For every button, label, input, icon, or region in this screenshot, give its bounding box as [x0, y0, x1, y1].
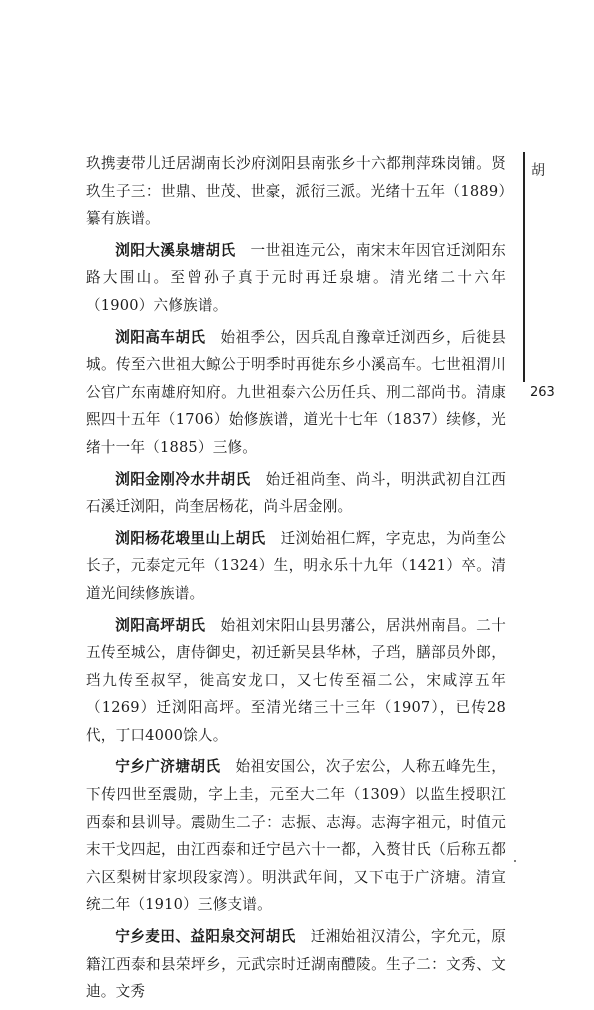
entry-heading: 宁乡麦田、益阳泉交河胡氏: [115, 928, 296, 946]
entry-heading: 浏阳大溪泉塘胡氏: [115, 241, 236, 259]
paragraph-text: 迁湘始祖汉清公，字允元，原籍江西泰和县荣坪乡，元武宗时迁湖南醴陵。生子二：文秀、文迪。文秀: [86, 928, 506, 1001]
entry-heading: 宁乡广济塘胡氏: [115, 758, 221, 776]
paragraph-text: 玖携妻带儿迁居湖南长沙府浏阳县南张乡十六都荆萍珠岗铺。贤玖生子三：世鼎、世茂、世豪，派衍三派。光绪十五年（1889）纂有族谱。: [86, 155, 506, 228]
paragraph-8: [86, 923, 506, 1006]
paragraph-5: [86, 525, 506, 608]
paragraph-4: [86, 466, 506, 521]
paragraph-6: [86, 612, 506, 750]
entry-heading: 浏阳金刚冷水井胡氏: [115, 470, 251, 488]
paragraph-text: 始祖刘宋阳山县男藩公，居洪州南昌。二十五传至城公，唐侍御史，初迁新吴县华林，子珰，膳部员外郎，珰九传至叔罕，徙高安龙口，又七传至福二公，宋咸淳五年（1269）迁浏阳高坪。至清光绪三十三年（1907），已传28代，丁口4000馀人。: [86, 616, 506, 744]
paragraph-text: 一世祖连元公，南宋末年因官迁浏阳东路大围山。至曾孙子真于元时再迁泉塘。清光绪二十六年（1900）六修族谱。: [86, 241, 506, 314]
paragraph-text: 始祖季公，因兵乱自豫章迁浏西乡，后徙县城。传至六世祖大鲸公于明季时再徙东乡小溪高车。七世祖渭川公官广东南雄府知府。九世祖泰六公历任兵、刑二部尚书。清康熙四十五年（1706）始修族谱，道光十七年（1837）续修，光绪十一年（1885）三修。: [86, 328, 506, 456]
page-number: 263: [530, 385, 555, 400]
paragraph-7: [86, 753, 506, 919]
body-text: [86, 150, 506, 1010]
section-tab-label: 胡: [531, 163, 545, 179]
entry-heading: 浏阳高坪胡氏: [115, 616, 206, 634]
paragraph-1: [86, 150, 506, 233]
paragraph-text: 始祖安国公，次子宏公，人称五峰先生，下传四世至震勋，字上圭，元至大二年（1309）以监生授职江西泰和县训导。震勋生二子：志振、志海。志海字祖元，时值元末干戈四起，由江西泰和迁宁邑六十一都，入赘甘氏（后称五都六区梨树甘家坝段家湾）。明洪武年间，又下屯于广济塘。清宣统二年（1910）三修支谱。: [86, 758, 506, 914]
paragraph-2: [86, 237, 506, 320]
entry-heading: 浏阳杨花塅里山上胡氏: [115, 529, 266, 547]
entry-heading: 浏阳高车胡氏: [115, 328, 206, 346]
margin-rule: [523, 152, 525, 382]
paragraph-3: [86, 324, 506, 462]
paragraph-text: 始迁祖尚奎、尚斗，明洪武初自江西石溪迁浏阳，尚奎居杨花，尚斗居金刚。: [86, 470, 506, 516]
paragraph-text: 迁浏始祖仁辉，字克忠，为尚奎公长子，元泰定元年（1324）生，明永乐十九年（1421）卒。清道光间续修族谱。: [86, 529, 506, 602]
print-speck: [514, 860, 516, 862]
